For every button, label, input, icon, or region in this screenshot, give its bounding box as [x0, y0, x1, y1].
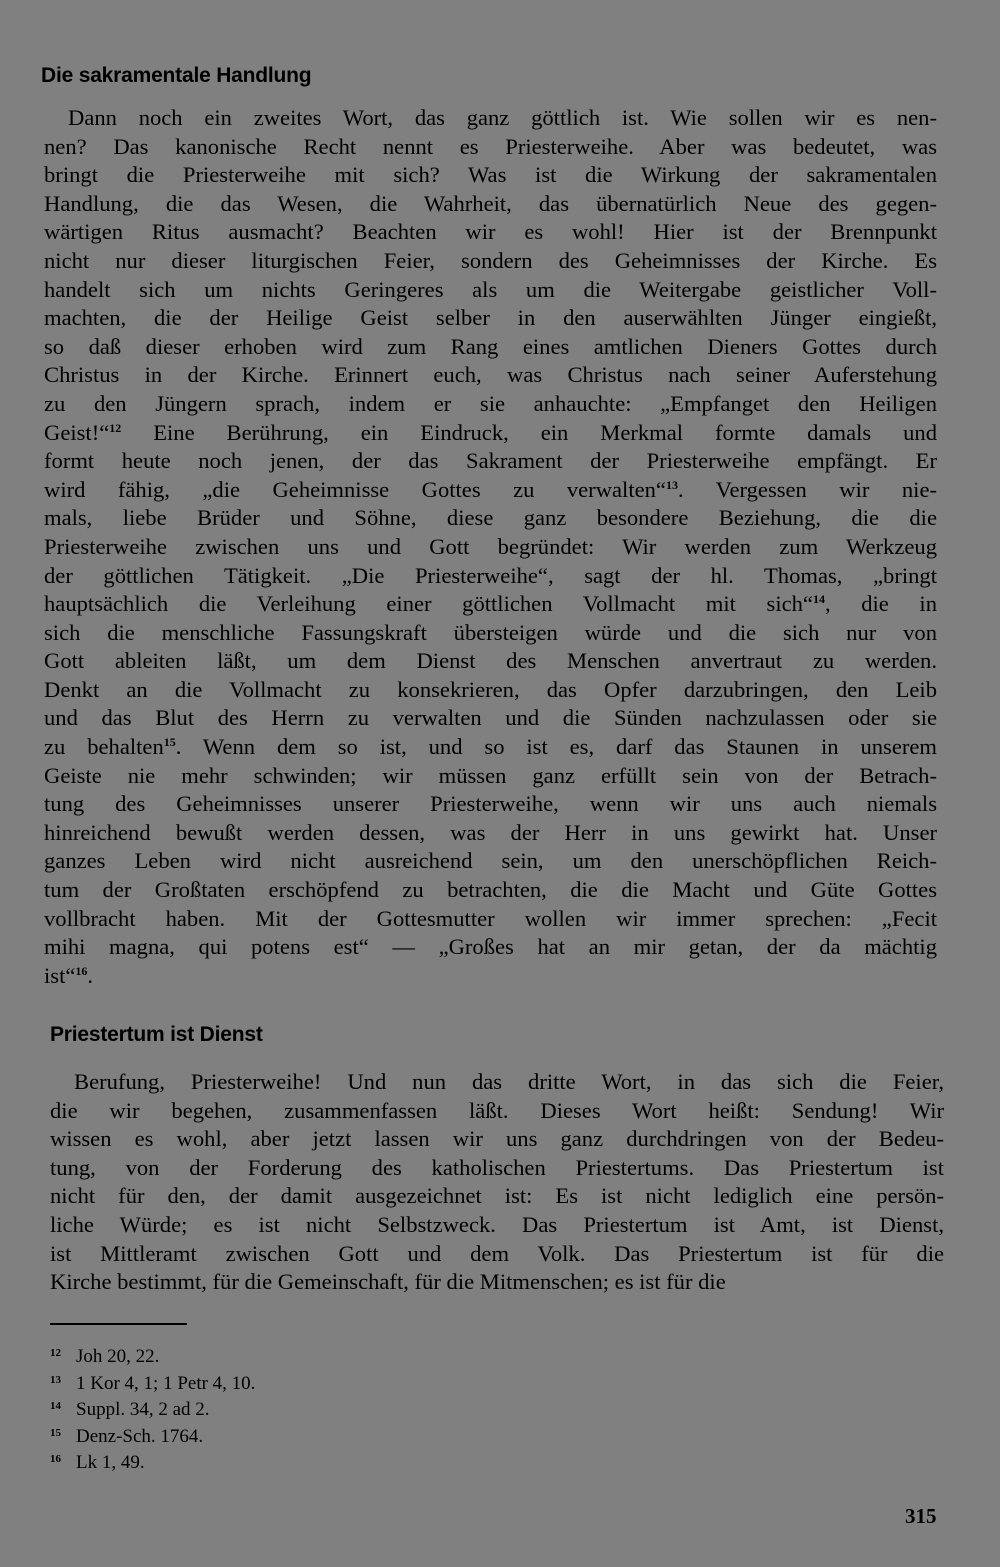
- text-line: liche Würde; es ist nicht Selbstzweck. Das Priestertum ist Amt, ist Dienst,: [50, 1211, 944, 1237]
- text-line: bringt die Priesterweihe mit sich? Was ist die Wirkung der sakramentalen: [44, 162, 937, 188]
- footnote-number: 12: [50, 1347, 61, 1359]
- text-line: wissen es wohl, aber jetzt lassen wir uns ganz durchdringen von der Bedeu-: [50, 1126, 944, 1152]
- text-line: nen? Das kanonische Recht nennt es Priesterweihe. Aber was bedeutet, was: [44, 133, 937, 159]
- text-line: und das Blut des Herrn zu verwalten und die Sünden nachzulassen oder sie: [44, 705, 937, 731]
- text-line: tung, von der Forderung des katholischen Priestertums. Das Priestertum ist: [50, 1154, 944, 1180]
- text-line: so daß dieser erhoben wird zum Rang eines amtlichen Dieners Gottes durch: [44, 333, 937, 359]
- page-number: 315: [905, 1504, 937, 1528]
- text-line: Priesterweihe zwischen uns und Gott begründet: Wir werden zum Werkzeug: [44, 533, 937, 559]
- footnote-text: 1 Kor 4, 1; 1 Petr 4, 10.: [76, 1372, 256, 1394]
- footnote: [50, 1420, 203, 1450]
- text-line: zu den Jüngern sprach, indem er sie anhauchte: „Empfanget den Heiligen: [44, 390, 937, 416]
- text-line: [44, 962, 937, 991]
- text-line: die wir begehen, zusammenfassen läßt. Dieses Wort heißt: Sendung! Wir: [50, 1097, 944, 1123]
- text-line: [44, 590, 937, 619]
- text-line: handelt sich um nichts Geringeres als um die Weitergabe geistlicher Voll-: [44, 276, 937, 302]
- footnote: [50, 1367, 255, 1397]
- section-heading-priestertum-ist-dienst: Priestertum ist Dienst: [50, 1023, 263, 1046]
- text-line: ist Mittleramt zwischen Gott und dem Volk. Das Priestertum ist für die: [50, 1240, 944, 1266]
- text-segment: . Vergessen wir nie-: [677, 476, 938, 502]
- footnote-text: Suppl. 34, 2 ad 2.: [76, 1399, 210, 1420]
- text-line: Berufung, Priesterweihe! Und nun das dritte Wort, in das sich die Feier,: [74, 1069, 944, 1094]
- footnote: [50, 1393, 210, 1423]
- text-line: ganzes Leben wird nicht ausreichend sein, um den unerschöpflichen Reich-: [44, 848, 937, 874]
- text-segment: ist“: [44, 962, 76, 988]
- section-heading-sakramentale-handlung: Die sakramentale Handlung: [41, 64, 312, 87]
- text-line: machten, die der Heilige Geist selber in den auserwählten Jünger eingießt,: [44, 305, 937, 331]
- text-line: Gott ableiten läßt, um dem Dienst des Menschen anvertraut zu werden.: [44, 648, 937, 674]
- text-line: Geiste nie mehr schwinden; wir müssen ganz erfüllt sein von der Betrach-: [44, 762, 937, 788]
- text-line: wärtigen Ritus ausmacht? Beachten wir es wohl! Hier ist der Brennpunkt: [44, 219, 937, 245]
- footnote-ref: 13: [665, 477, 678, 492]
- footnote-divider: [50, 1323, 187, 1325]
- footnote-text: Lk 1, 49.: [76, 1452, 145, 1473]
- footnote-text: Denz-Sch. 1764.: [76, 1425, 204, 1447]
- text-line: formt heute noch jenen, der das Sakrament der Priesterweihe empfängt. Er: [44, 448, 937, 474]
- footnote-text: Joh 20, 22.: [76, 1346, 160, 1367]
- footnote-number: 13: [50, 1373, 61, 1386]
- text-line: sich die menschliche Fassungskraft übersteigen würde und die sich nur von: [44, 619, 937, 645]
- text-line: [44, 733, 937, 762]
- text-line: der göttlichen Tätigkeit. „Die Priesterweihe“, sagt der hl. Thomas, „bringt: [44, 562, 937, 588]
- footnote-number: 14: [50, 1400, 61, 1412]
- paragraph-priestertum-ist-dienst: [50, 1068, 944, 1297]
- text-line: tung des Geheimnisses unserer Priesterweihe, wenn wir uns auch niemals: [44, 791, 937, 817]
- text-segment: Eine Berührung, ein Eindruck, ein Merkmal formte damals und: [121, 419, 937, 445]
- text-line: nicht nur dieser liturgischen Feier, sondern des Geheimnisses der Kirche. Es: [44, 247, 937, 273]
- footnote: [50, 1340, 159, 1370]
- text-segment: Geist!“: [44, 419, 110, 445]
- text-line: Christus in der Kirche. Erinnert euch, was Christus nach seiner Auferstehung: [44, 362, 937, 388]
- text-segment: hauptsächlich die Verleihung einer göttlichen Vollmacht mit sich“: [44, 591, 813, 617]
- footnote: [50, 1446, 145, 1476]
- text-segment: . Wenn dem so ist, und so ist es, darf das Staunen in unserem: [175, 734, 937, 760]
- text-segment: wird fähig, „die Geheimnisse Gottes zu verwalten“: [44, 476, 666, 502]
- text-line: Dann noch ein zweites Wort, das ganz göttlich ist. Wie sollen wir es nen-: [68, 105, 937, 130]
- paragraph-sakramentale-handlung: [44, 104, 937, 990]
- text-line: Handlung, die das Wesen, die Wahrheit, das übernatürlich Neue des gegen-: [44, 190, 937, 216]
- text-line: mihi magna, qui potens est“ — „Großes hat an mir getan, der da mächtig: [44, 934, 937, 960]
- text-line: Denkt an die Vollmacht zu konsekrieren, das Opfer darzubringen, den Leib: [44, 676, 937, 702]
- text-line: nicht für den, der damit ausgezeichnet ist: Es ist nicht lediglich eine persön-: [50, 1183, 944, 1209]
- text-segment: zu behalten: [44, 734, 164, 760]
- text-line: [44, 419, 937, 448]
- text-line: tum der Großtaten erschöpfend zu betrachten, die die Macht und Güte Gottes: [44, 877, 937, 903]
- text-line: hinreichend bewußt werden dessen, was der Herr in uns gewirkt hat. Unser: [44, 819, 937, 845]
- text-line: Kirche bestimmt, für die Gemeinschaft, für die Mitmenschen; es ist für die: [50, 1269, 726, 1295]
- text-segment: , die in: [824, 591, 938, 617]
- footnote-ref: 15: [163, 735, 176, 750]
- footnote-number: 15: [50, 1426, 61, 1439]
- footnote-ref: 14: [812, 592, 825, 607]
- text-line: [44, 476, 937, 505]
- footnote-ref: 16: [75, 963, 88, 978]
- footnote-number: 16: [50, 1453, 61, 1465]
- footnote-ref: 12: [109, 420, 122, 435]
- text-segment: .: [87, 962, 94, 988]
- text-line: mals, liebe Brüder und Söhne, diese ganz besondere Beziehung, die die: [44, 505, 937, 531]
- text-line: vollbracht haben. Mit der Gottesmutter wollen wir immer sprechen: „Fecit: [44, 905, 937, 931]
